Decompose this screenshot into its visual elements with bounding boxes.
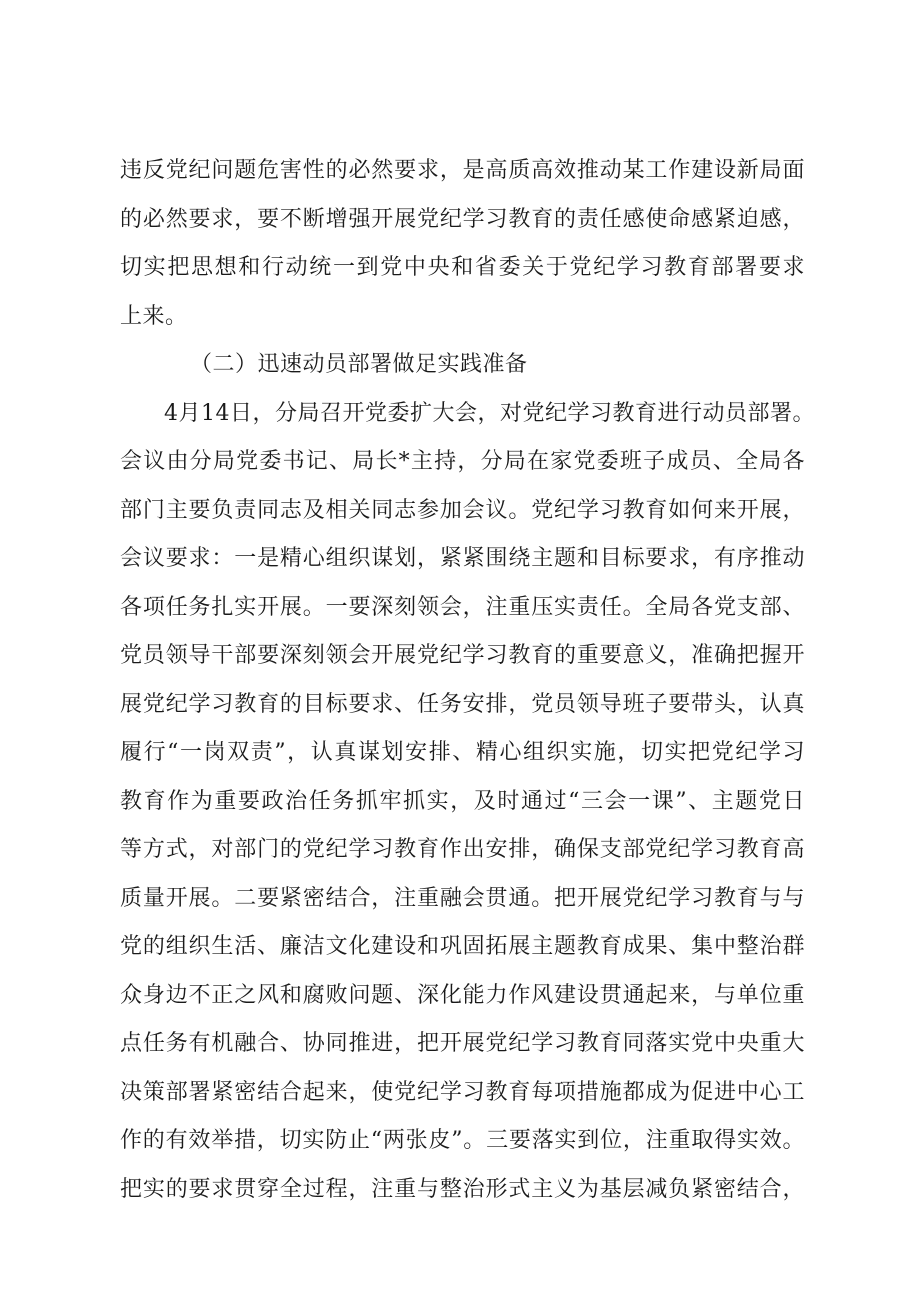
text-line: 教育作为重要政治任务抓牢抓实，及时通过“三会一课”、主题党日 [120, 788, 805, 814]
paragraph-continuation [120, 147, 805, 341]
text-line: 的必然要求，要不断增强开展党纪学习教育的责任感使命感紧迫感， [120, 206, 805, 232]
text-line: 党员领导干部要深刻领会开展党纪学习教育的重要意义，准确把握开 [120, 643, 805, 668]
document-body [120, 147, 815, 1214]
text-line: 质量开展。二要紧密结合，注重融会贯通。把开展党纪学习教育与与 [120, 885, 805, 911]
text-line: 把实的要求贯穿全过程，注重与整治形式主义为基层减负紧密结合， [120, 1176, 805, 1202]
text-line: 4月14日，分局召开党委扩大会，对党纪学习教育进行动员部署。 [164, 400, 815, 426]
text-line: 违反党纪问题危害性的必然要求，是高质高效推动某工作建设新局面 [120, 158, 805, 183]
text-line: 履行“一岗双责”，认真谋划安排、精心组织实施，切实把党纪学习 [120, 740, 805, 765]
text-line: 展党纪学习教育的目标要求、任务安排，党员领导班子要带头，认真 [120, 691, 805, 717]
text-line: 上来。 [120, 303, 188, 329]
text-line: 会议要求：一是精心组织谋划，紧紧围绕主题和目标要求，有序推动 [120, 546, 805, 571]
text-line: 切实把思想和行动统一到党中央和省委关于党纪学习教育部署要求 [120, 255, 805, 280]
text-line: 决策部署紧密结合起来，使党纪学习教育每项措施都成为促进中心工 [120, 1079, 805, 1105]
paragraph-mobilization [120, 390, 815, 1215]
text-line: 会议由分局党委书记、局长*主持，分局在家党委班子成员、全局各 [120, 449, 805, 474]
text-line: 点任务有机融合、协同推进，把开展党纪学习教育同落实党中央重大 [120, 1031, 805, 1056]
text-line: 党的组织生活、廉洁文化建设和巩固拓展主题教育成果、集中整治群 [120, 934, 805, 959]
text-line: 众身边不正之风和腐败问题、深化能力作风建设贯通起来，与单位重 [120, 982, 805, 1008]
text-line: 作的有效举措，切实防止“两张皮”。三要落实到位，注重取得实效。 [120, 1128, 805, 1153]
text-line: 等方式，对部门的党纪学习教育作出安排，确保支部党纪学习教育高 [120, 837, 805, 862]
section-heading: （二）迅速动员部署做足实践准备 [190, 352, 528, 377]
text-line: 各项任务扎实开展。一要深刻领会，注重压实责任。全局各党支部、 [120, 594, 805, 620]
text-line: 部门主要负责同志及相关同志参加会议。党纪学习教育如何来开展， [120, 497, 805, 523]
